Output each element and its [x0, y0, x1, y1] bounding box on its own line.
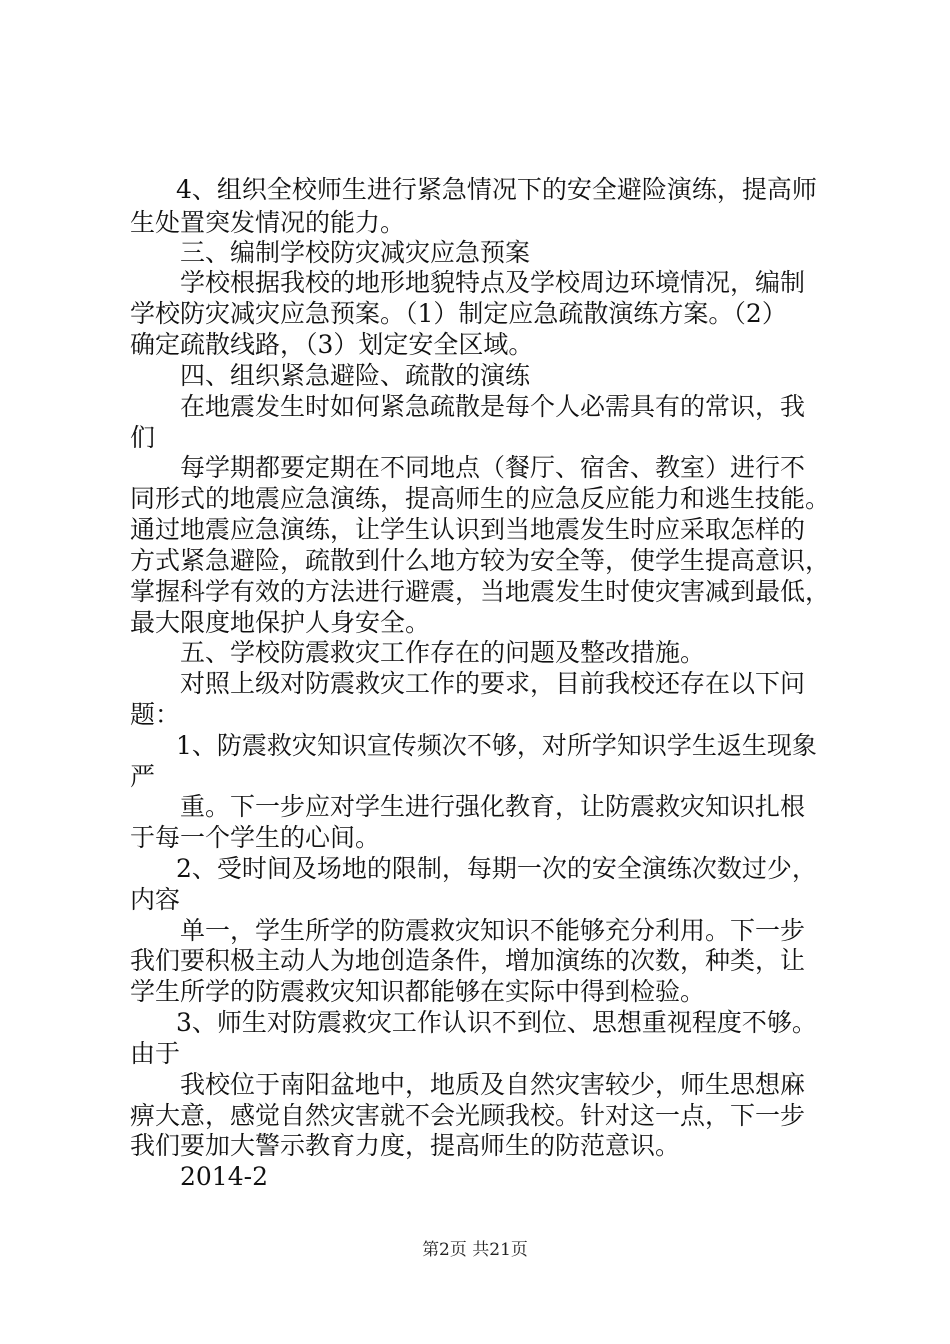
text-line: 由于 — [130, 1039, 181, 1068]
text-line: 们 — [130, 423, 156, 452]
text-line: 生处置突发情况的能力。 — [130, 208, 406, 237]
text-line: 4、组织全校师生进行紧急情况下的安全避险演练，提高师 — [176, 175, 817, 204]
text-line: 严 — [130, 762, 156, 791]
text-line: 于每一个学生的心间。 — [130, 823, 381, 852]
text-line: 1、防震救灾知识宣传频次不够，对所学知识学生返生现象 — [176, 731, 817, 760]
text-line: 掌握科学有效的方法进行避震，当地震发生时使灾害减到最低， — [130, 577, 831, 606]
text-line: 学校防灾减灾应急预案。（1）制定应急疏散演练方案。（2） — [130, 299, 787, 328]
text-line: 题： — [130, 700, 181, 729]
text-line: 同形式的地震应急演练，提高师生的应急反应能力和逃生技能。 — [130, 484, 831, 513]
text-line: 单一，学生所学的防震救灾知识不能够充分利用。下一步 — [180, 916, 806, 945]
section-heading: 五、学校防震救灾工作存在的问题及整改措施。 — [180, 638, 706, 667]
text-line: 我校位于南阳盆地中，地质及自然灾害较少，师生思想麻 — [180, 1070, 806, 1099]
text-line: 学生所学的防震救灾知识都能够在实际中得到检验。 — [130, 977, 706, 1006]
text-line: 对照上级对防震救灾工作的要求，目前我校还存在以下问 — [180, 669, 806, 698]
text-line: 2、受时间及场地的限制，每期一次的安全演练次数过少， — [176, 854, 817, 883]
text-line: 方式紧急避险，疏散到什么地方较为安全等，使学生提高意识， — [130, 546, 831, 575]
text-line: 我们要加大警示教育力度，提高师生的防范意识。 — [130, 1131, 681, 1160]
text-line: 我们要积极主动人为地创造条件，增加演练的次数，种类，让 — [130, 946, 806, 975]
page-footer: 第2页 共21页 — [422, 1240, 528, 1260]
text-line: 痹大意，感觉自然灾害就不会光顾我校。针对这一点，下一步 — [130, 1101, 806, 1130]
section-heading: 四、组织紧急避险、疏散的演练 — [180, 361, 531, 390]
text-line: 3、师生对防震救灾工作认识不到位、思想重视程度不够。 — [176, 1008, 817, 1037]
text-line: 确定疏散线路，（3）划定安全区域。 — [130, 330, 534, 359]
text-line: 每学期都要定期在不同地点（餐厅、宿舍、教室）进行不 — [180, 453, 806, 482]
text-line: 内容 — [130, 885, 181, 914]
text-line: 重。下一步应对学生进行强化教育，让防震救灾知识扎根 — [180, 792, 806, 821]
text-line: 通过地震应急演练，让学生认识到当地震发生时应采取怎样的 — [130, 515, 806, 544]
text-line: 最大限度地保护人身安全。 — [130, 608, 431, 637]
section-heading: 三、编制学校防灾减灾应急预案 — [180, 238, 531, 267]
text-line: 在地震发生时如何紧急疏散是每个人必需具有的常识，我 — [180, 392, 806, 421]
text-line: 学校根据我校的地形地貌特点及学校周边环境情况，编制 — [180, 268, 806, 297]
document-date: 2014-2 — [180, 1162, 268, 1191]
